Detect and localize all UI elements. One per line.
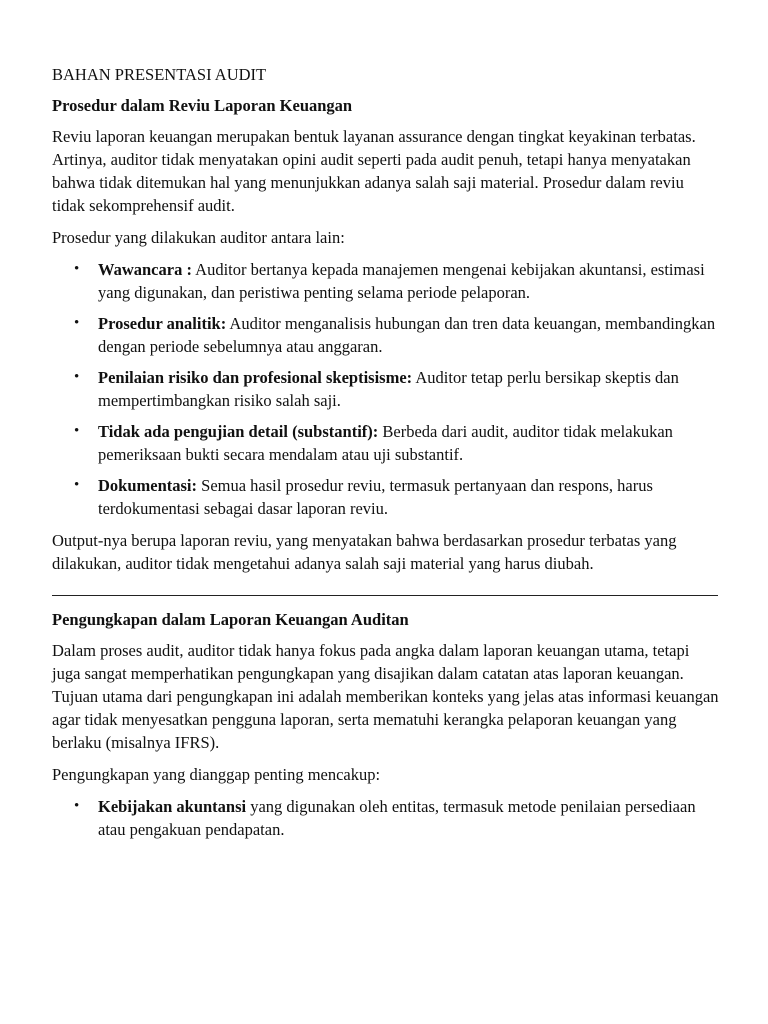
disclosure-list bbox=[52, 795, 720, 841]
document-title: BAHAN PRESENTASI AUDIT bbox=[52, 65, 267, 84]
list-item-text: Berbeda dari audit, auditor tidak melakukan pemeriksaan bukti secara mendalam atau uji substantif. bbox=[98, 422, 673, 464]
list-item bbox=[52, 795, 720, 841]
list-item-term: Tidak ada pengujian detail (substantif): bbox=[98, 422, 379, 441]
document-page bbox=[52, 63, 720, 850]
section-heading-reviu: Prosedur dalam Reviu Laporan Keuangan bbox=[52, 96, 353, 115]
list-item bbox=[52, 312, 720, 358]
section-heading-pengungkapan: Pengungkapan dalam Laporan Keuangan Auditan bbox=[52, 610, 409, 629]
list-item-term: Penilaian risiko dan profesional skeptisisme: bbox=[98, 368, 413, 387]
paragraph-pengungkapan-intro: Dalam proses audit, auditor tidak hanya fokus pada angka dalam laporan keuangan utama, tetapi juga sangat memperhatikan pengungkapan yang disajikan dalam catatan atas laporan keuangan. Tujuan utama dari pengungkapan ini adalah memberikan konteks yang jelas atas informasi keuangan agar tidak menyesatkan pengguna laporan, serta mematuhi kerangka pelaporan keuangan yang berlaku (misalnya IFRS). bbox=[52, 641, 719, 752]
list-item bbox=[52, 474, 720, 520]
list-item-term: Kebijakan akuntansi bbox=[98, 797, 247, 816]
list-item-term: Wawancara : bbox=[98, 260, 192, 279]
list-item-text: Auditor menganalisis hubungan dan tren data keuangan, membandingkan dengan periode sebelumnya atau anggaran. bbox=[98, 314, 716, 356]
list-item-text: Auditor tetap perlu bersikap skeptis dan mempertimbangkan risiko salah saji. bbox=[98, 368, 679, 410]
list-item-text: Auditor bertanya kepada manajemen mengenai kebijakan akuntansi, estimasi yang digunakan, dan peristiwa penting selama periode pelaporan. bbox=[98, 260, 705, 302]
list-item-text: Semua hasil prosedur reviu, termasuk pertanyaan dan respons, harus terdokumentasi sebagai dasar laporan reviu. bbox=[98, 476, 653, 518]
list-item-term: Prosedur analitik: bbox=[98, 314, 227, 333]
paragraph-reviu-intro: Reviu laporan keuangan merupakan bentuk layanan assurance dengan tingkat keyakinan terbatas. Artinya, auditor tidak menyatakan opini audit seperti pada audit penuh, tetapi hanya menyatakan bahwa tidak ditemukan hal yang menunjukkan adanya salah saji material. Prosedur dalam reviu tidak sekomprehensif audit. bbox=[52, 127, 696, 215]
paragraph-reviu-conclusion: Output-nya berupa laporan reviu, yang menyatakan bahwa berdasarkan prosedur terbatas yang dilakukan, auditor tidak mengetahui adanya salah saji material yang harus diubah. bbox=[52, 531, 677, 573]
paragraph-pengungkapan-lead: Pengungkapan yang dianggap penting mencakup: bbox=[52, 765, 381, 784]
list-item bbox=[52, 366, 720, 412]
list-item-term: Dokumentasi: bbox=[98, 476, 198, 495]
list-item bbox=[52, 420, 720, 466]
section-divider bbox=[52, 595, 718, 596]
paragraph-reviu-lead: Prosedur yang dilakukan auditor antara lain: bbox=[52, 228, 345, 247]
procedure-list bbox=[52, 258, 720, 520]
list-item-text: yang digunakan oleh entitas, termasuk metode penilaian persediaan atau pengakuan pendapatan. bbox=[98, 797, 696, 839]
list-item bbox=[52, 258, 720, 304]
